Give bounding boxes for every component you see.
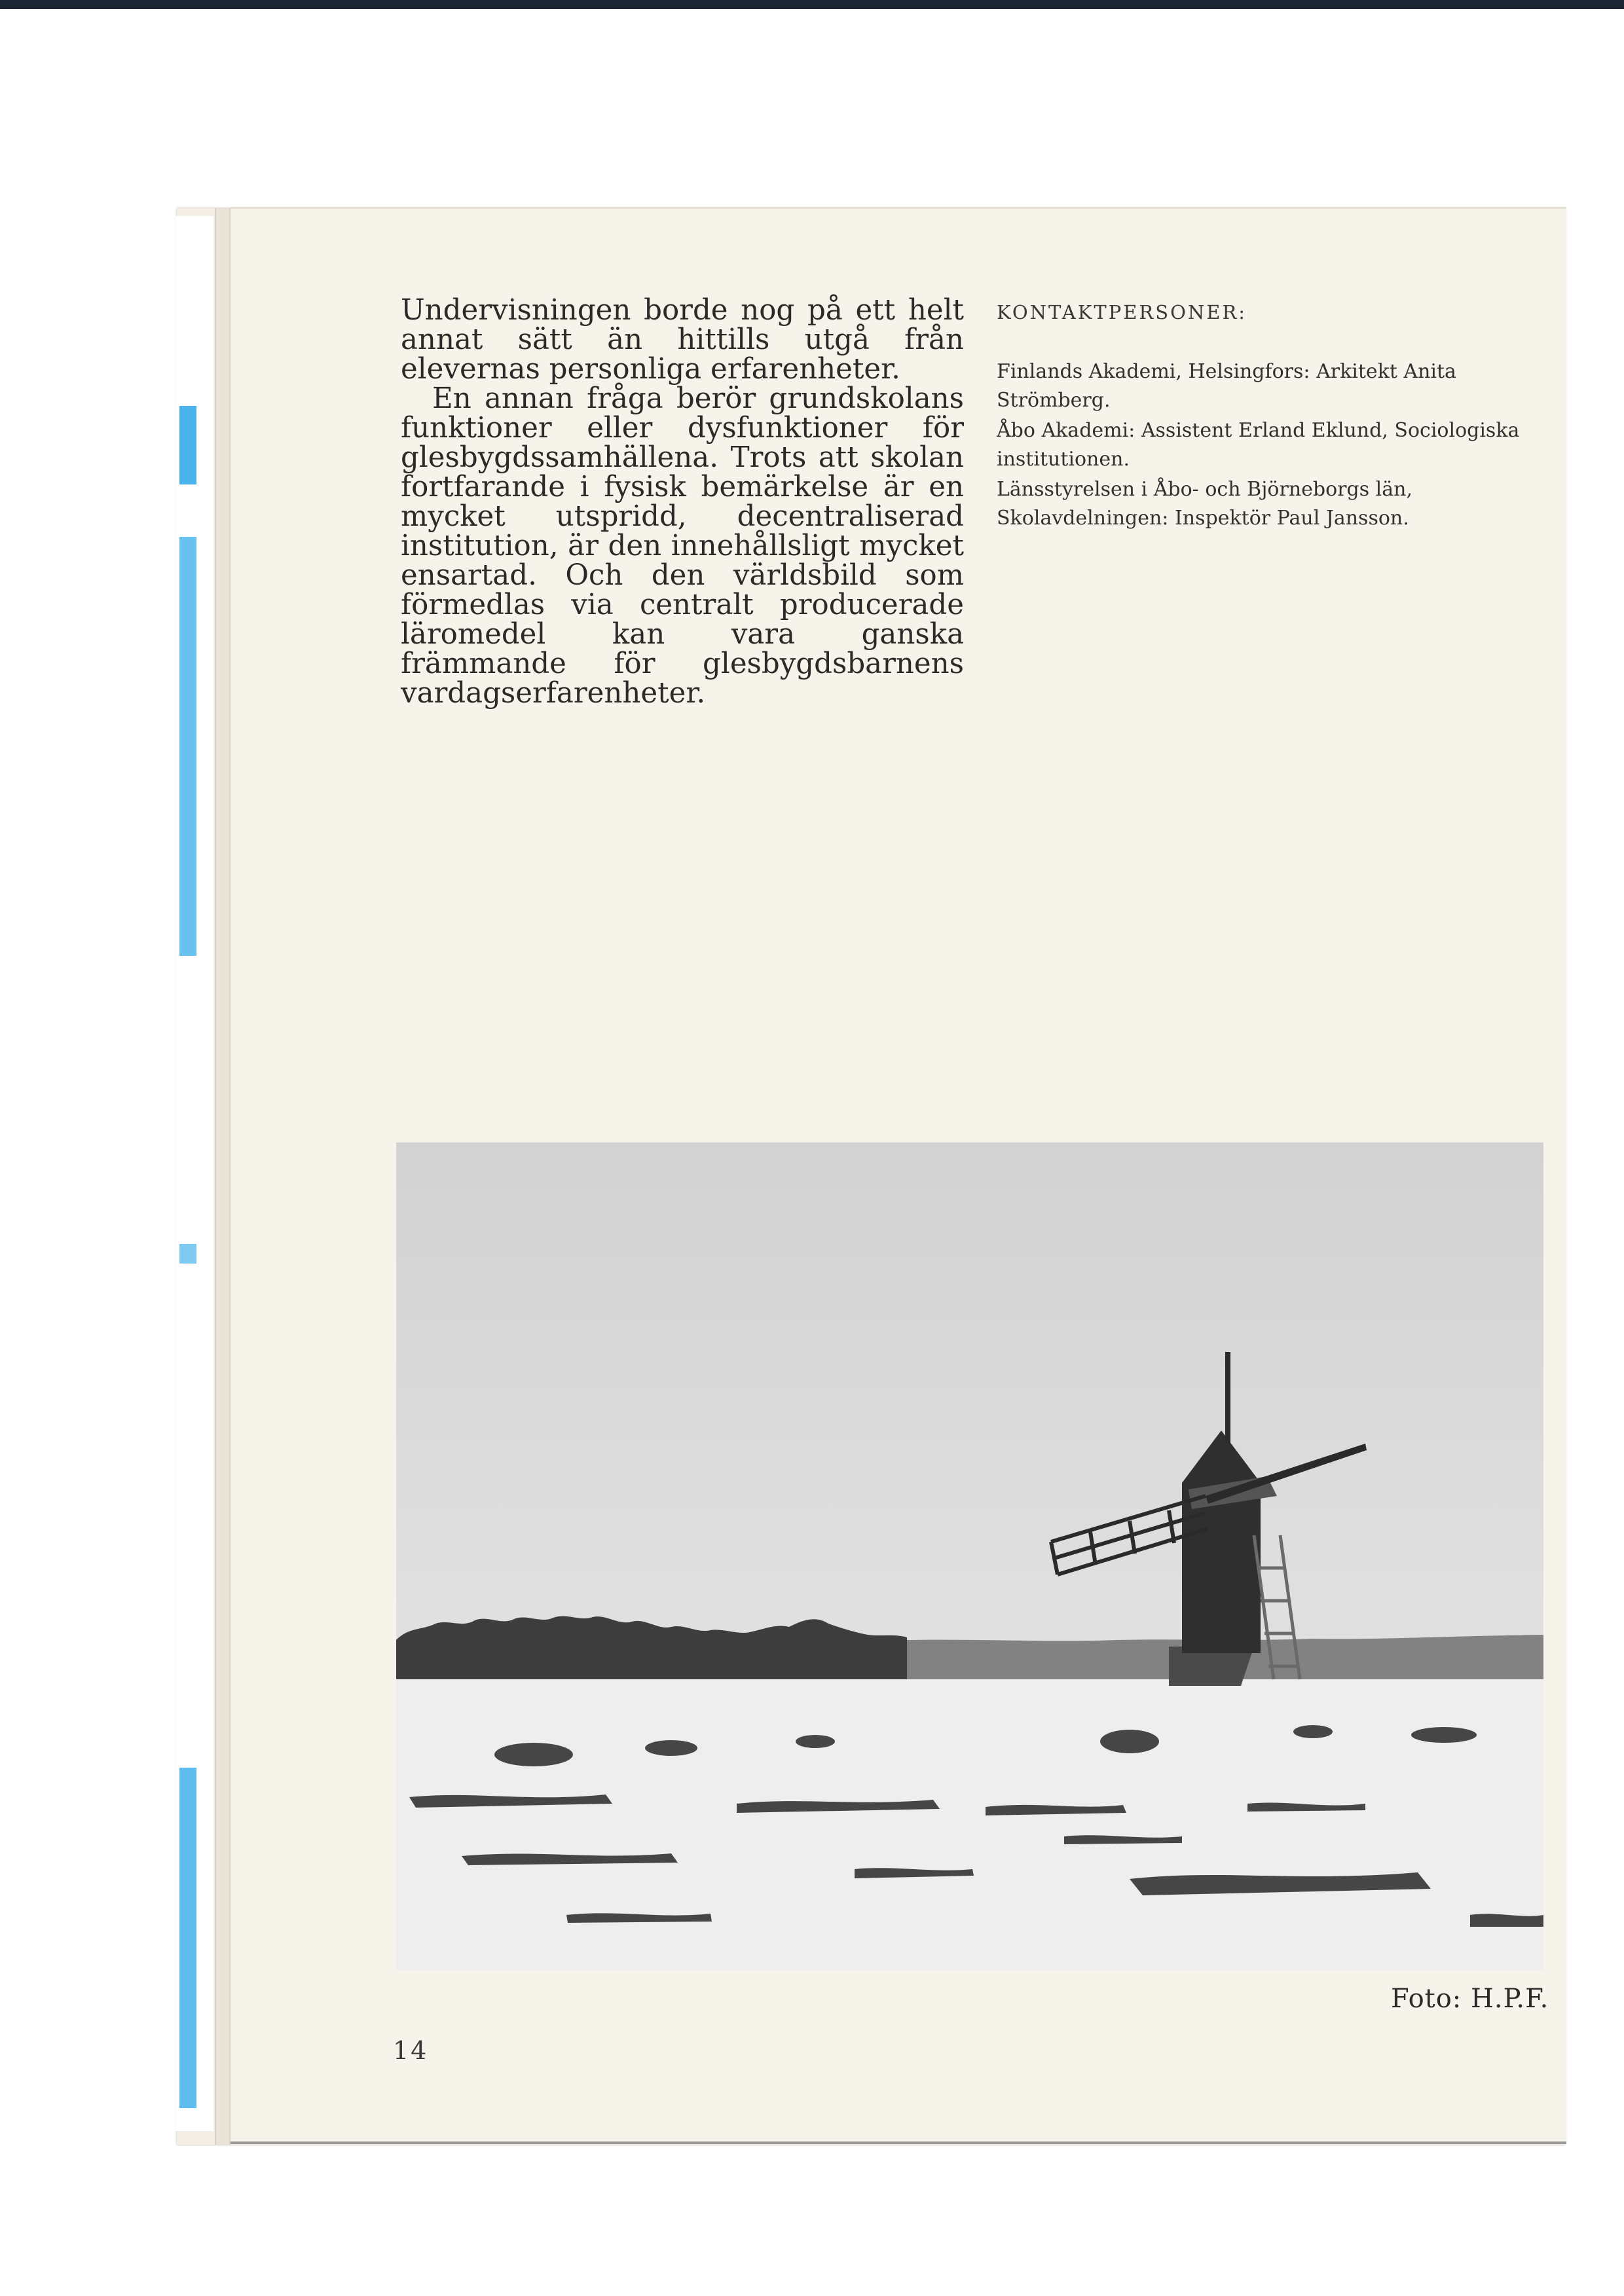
spine-blue-print (179, 1244, 196, 1264)
contact-person: Assistent Erland Eklund, Sociologiska institutionen. (997, 419, 1520, 471)
article-body (401, 296, 964, 708)
spine-blue-print (179, 537, 196, 956)
contact-item (997, 475, 1551, 533)
contact-person: Arkitekt Anita Strömberg. (997, 360, 1456, 412)
contact-organization: Länsstyrelsen i Åbo- och Björneborgs län, Skolavdelningen: (997, 478, 1412, 530)
contact-item (997, 357, 1551, 415)
contact-item (997, 416, 1551, 474)
contacts-heading: KONTAKTPERSONER: (997, 301, 1247, 323)
windmill-photo (396, 1142, 1543, 1971)
scan-top-border (0, 0, 1624, 9)
article-paragraph: En annan fråga berör grundskolans funktioner eller dysfunktioner för glesbygdssamhällena. Trots att skolan fortfarande i fysisk bemärkelse är en mycket utspridd, decentraliserad institution, är den innehållsligt mycket ensartad. Och den världsbild som förmedlas via centralt producerade läromedel kan vara ganska främmande för glesbygdsbarnens vardagserfarenheter. (401, 382, 964, 710)
page-stack-edge (215, 208, 231, 2145)
sky (396, 1142, 1543, 1686)
contact-person: Inspektör Paul Jansson. (1174, 507, 1409, 530)
windmill-photo-illustration (396, 1142, 1543, 1971)
page-number: 14 (393, 2036, 429, 2065)
contact-organization: Åbo Akademi: (997, 419, 1135, 442)
article-paragraph: Undervisningen borde nog på ett helt annat sätt än hittills utgå från elevernas personliga erfarenheter. (401, 294, 964, 386)
contact-organization: Finlands Akademi, Helsingfors: (997, 360, 1310, 383)
spine-blue-print (179, 406, 196, 484)
snow-field (396, 1679, 1543, 1971)
contacts-list (997, 357, 1551, 534)
photo-caption: Foto: H.P.F. (1391, 1984, 1549, 2014)
spine-blue-print (179, 1768, 196, 2108)
